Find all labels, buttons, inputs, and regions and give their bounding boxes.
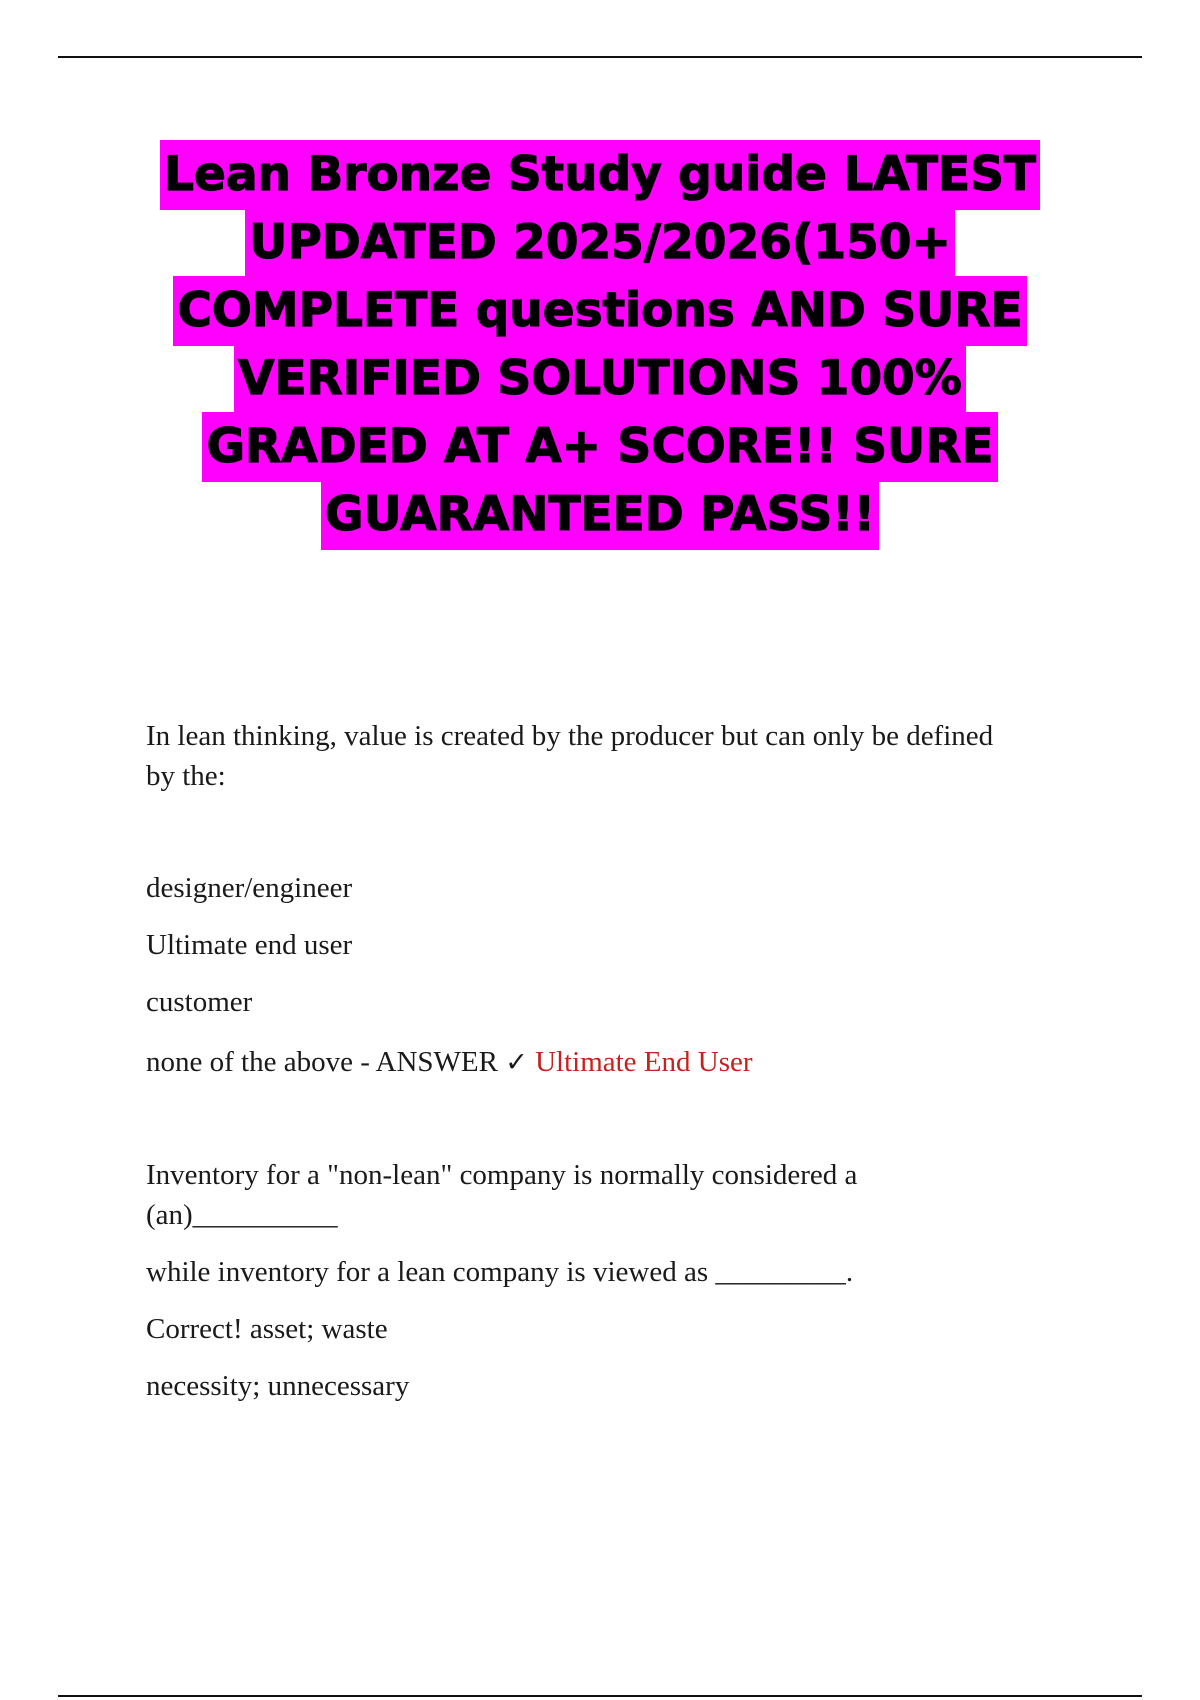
title-line-5: GRADED AT A+ SCORE!! SURE — [202, 412, 997, 482]
question-1-option-3: customer — [146, 986, 253, 1018]
question-1-answer: Ultimate End User — [535, 1046, 753, 1078]
checkmark-icon: ✓ — [505, 1047, 528, 1078]
title-line-2: UPDATED 2025/2026(150+ — [245, 208, 955, 278]
question-1-line-2: by the: — [146, 760, 226, 792]
question-2-line-3: while inventory for a lean company is viewed as _________. — [146, 1256, 854, 1288]
question-1-option-4 — [146, 1042, 1106, 1083]
question-2-option-2: necessity; unnecessary — [146, 1370, 410, 1402]
title-line-4: VERIFIED SOLUTIONS 100% — [234, 344, 966, 414]
question-1-line-1: In lean thinking, value is created by the producer but can only be defined — [146, 720, 994, 752]
document-title — [100, 140, 1100, 548]
title-line-3: COMPLETE questions AND SURE — [173, 276, 1026, 346]
question-2-line-1: Inventory for a "non-lean" company is normally considered a — [146, 1159, 858, 1191]
question-1-option-4-label: none of the above - ANSWER — [146, 1046, 498, 1078]
question-2-line-2: (an)__________ — [146, 1199, 338, 1231]
title-line-1: Lean Bronze Study guide LATEST — [160, 140, 1040, 210]
question-2-option-1: Correct! asset; waste — [146, 1313, 388, 1345]
question-1-text — [146, 716, 1106, 796]
question-2-text — [146, 1155, 1106, 1235]
question-1-option-1: designer/engineer — [146, 872, 353, 904]
question-1-option-2: Ultimate end user — [146, 929, 353, 961]
header-rule — [58, 56, 1142, 58]
footer-rule — [58, 1695, 1142, 1697]
title-line-6: GUARANTEED PASS!! — [321, 480, 879, 550]
